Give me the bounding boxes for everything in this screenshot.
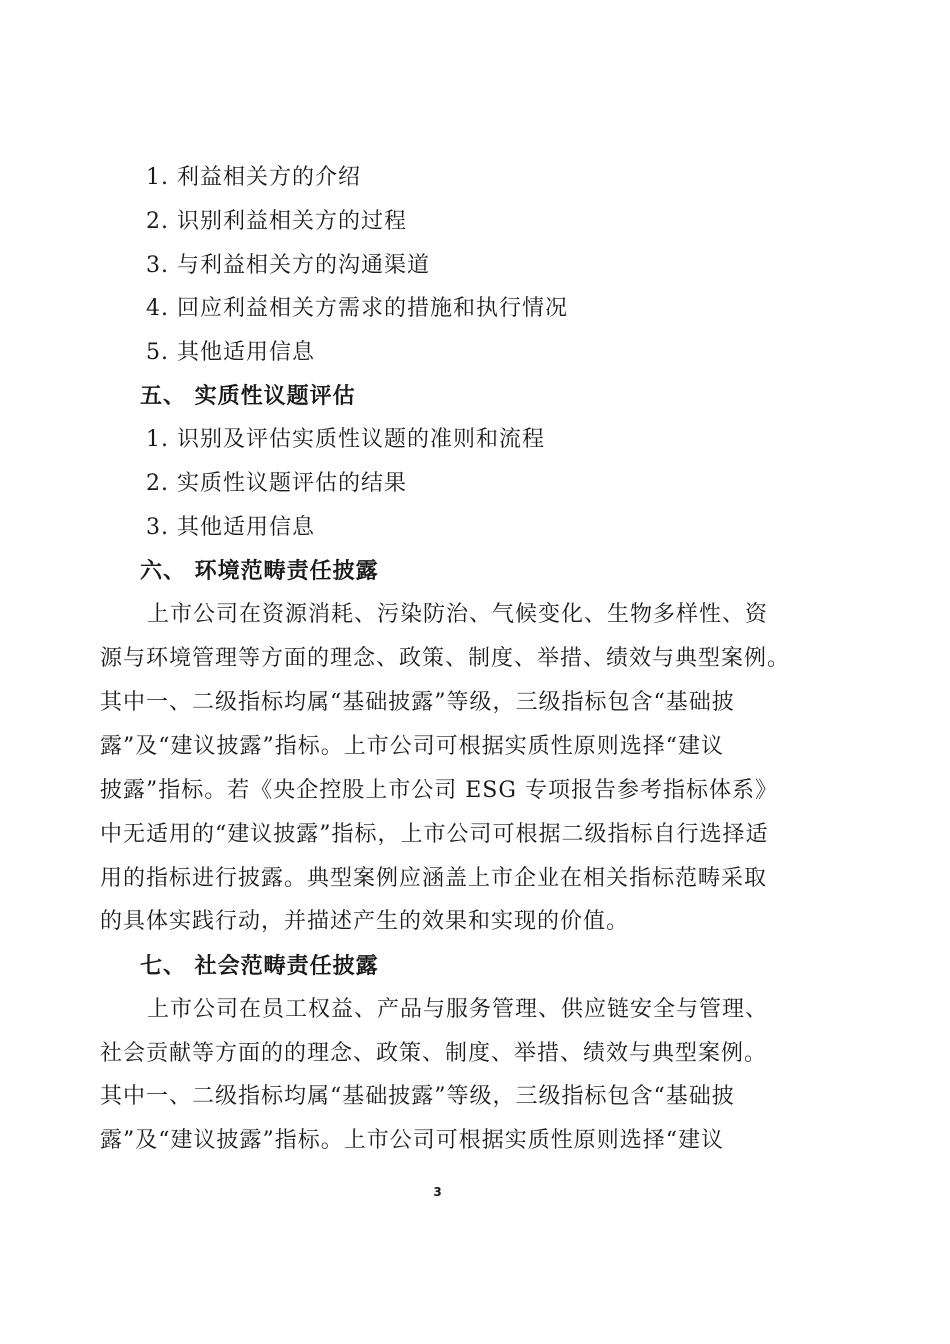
list-item: 5. 其他适用信息	[146, 340, 315, 365]
section-heading-materiality: 五、 实质性议题评估	[140, 384, 356, 409]
list-item: 3. 与利益相关方的沟通渠道	[146, 253, 430, 278]
list-item: 1. 识别及评估实质性议题的准则和流程	[146, 427, 545, 452]
paragraph-line: 上市公司在资源消耗、污染防治、气候变化、生物多样性、资	[147, 602, 769, 627]
list-item: 1. 利益相关方的介绍	[146, 165, 361, 190]
paragraph-line: 源与环境管理等方面的理念、政策、制度、举措、绩效与典型案例。	[100, 646, 791, 671]
paragraph-line: 露”及“建议披露”指标。上市公司可根据实质性原则选择“建议	[100, 1128, 724, 1153]
page-number: 3	[433, 1185, 442, 1199]
paragraph-line: 上市公司在员工权益、产品与服务管理、供应链安全与管理、	[147, 997, 769, 1022]
paragraph-line: 其中一、二级指标均属“基础披露”等级，三级指标包含“基础披	[100, 690, 735, 715]
list-item: 3. 其他适用信息	[146, 515, 315, 540]
list-item: 2. 实质性议题评估的结果	[146, 471, 407, 496]
paragraph-line: 的具体实践行动，并描述产生的效果和实现的价值。	[100, 909, 630, 934]
paragraph-line: 露”及“建议披露”指标。上市公司可根据实质性原则选择“建议	[100, 734, 724, 759]
paragraph-line: 社会贡献等方面的的理念、政策、制度、举措、绩效与典型案例。	[100, 1041, 768, 1066]
paragraph-line: 其中一、二级指标均属“基础披露”等级，三级指标包含“基础披	[100, 1084, 735, 1109]
paragraph-line: 用的指标进行披露。典型案例应涵盖上市企业在相关指标范畴采取	[100, 866, 768, 891]
paragraph-line: 中无适用的“建议披露”指标，上市公司可根据二级指标自行选择适	[100, 822, 769, 847]
section-heading-social: 七、 社会范畴责任披露	[140, 954, 379, 979]
paragraph-line: 披露”指标。若《央企控股上市公司 ESG 专项报告参考指标体系》	[100, 778, 778, 803]
list-item: 4. 回应利益相关方需求的措施和执行情况	[146, 296, 568, 321]
list-item: 2. 识别利益相关方的过程	[146, 209, 407, 234]
section-heading-environment: 六、 环境范畴责任披露	[140, 559, 379, 584]
